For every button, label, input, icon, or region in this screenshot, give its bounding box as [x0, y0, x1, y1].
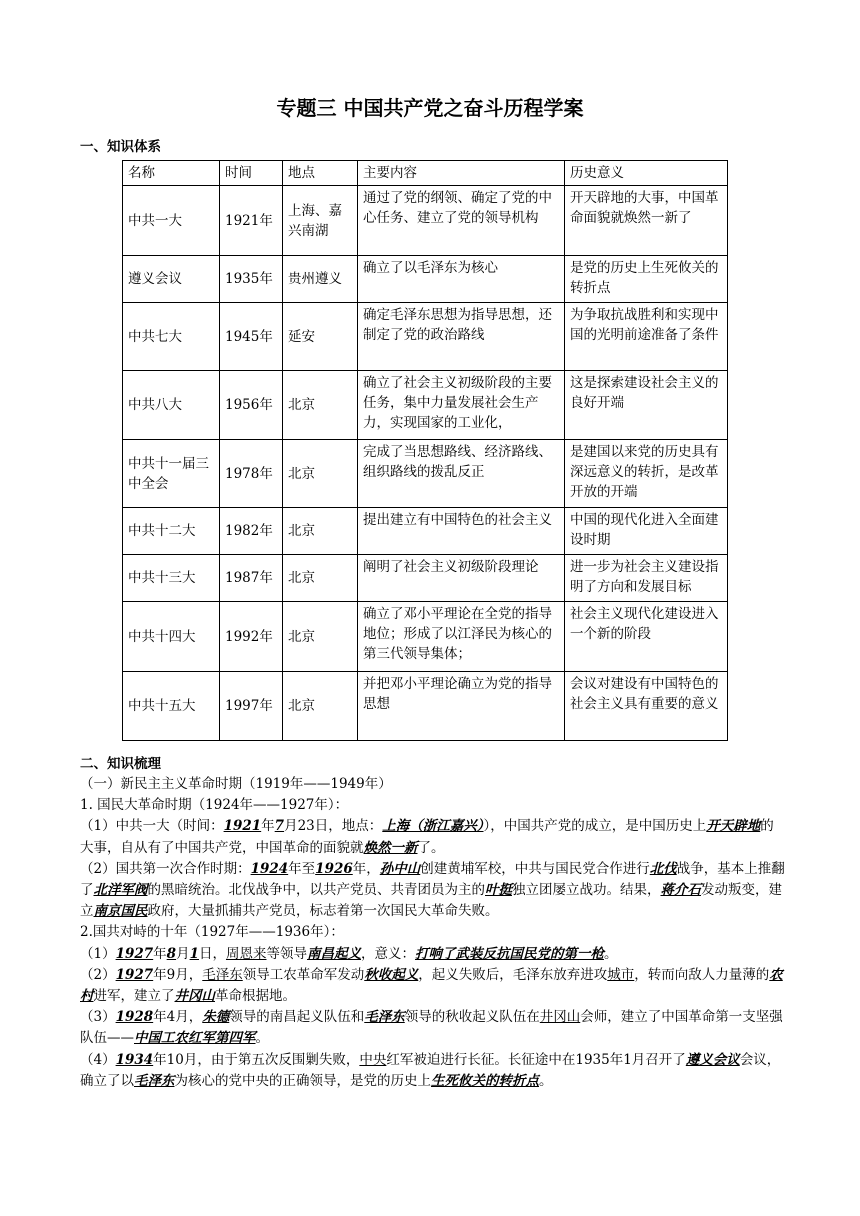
- text: 会议，确立了以: [80, 1051, 781, 1089]
- paragraph-4: [80, 965, 786, 1007]
- text: 年至: [288, 860, 316, 877]
- table-header-row: [123, 161, 728, 186]
- text: 红军被迫进行长征。长征途中在1935年1月召开了: [386, 1051, 686, 1068]
- cell-content: 并把邓小平理论确立为党的指导思想: [358, 672, 565, 741]
- answer-person: 蒋介石: [660, 882, 701, 899]
- text: 年，: [352, 860, 380, 877]
- answer-term: 南京国民: [93, 903, 148, 920]
- cell-significance: 开天辟地的大事，中国革命面貌就焕然一新了: [565, 186, 728, 256]
- text: 领导的秋收起义队伍在: [404, 1009, 540, 1026]
- text: 政府，大量抓捕共产党员，标志着第一次国民大革命失败。: [147, 903, 499, 920]
- text: 等领导: [266, 945, 307, 962]
- cell-content: 确立了以毛泽东为核心: [358, 256, 565, 303]
- text: 独立团屡立战功。结果，: [512, 882, 661, 899]
- text: 为核心的党中央的正确领导，是党的历史上: [174, 1072, 431, 1089]
- answer-phrase: 生死攸关的转折点: [431, 1072, 539, 1089]
- answer-term: 农村: [80, 966, 783, 1005]
- cell-time: 1982年: [220, 508, 283, 555]
- answer-year: 1926: [315, 860, 353, 877]
- header-name: 名称: [123, 161, 220, 186]
- text: 的大事，自从有了中国共产党，中国革命的面貌就: [80, 818, 774, 856]
- answer-year: 1924: [250, 860, 289, 877]
- answer-person: 毛泽东: [364, 1009, 405, 1026]
- answer-year: 1927: [115, 945, 154, 962]
- body-text: [80, 774, 786, 1092]
- text: ，转而向敌人力量薄的: [634, 966, 770, 983]
- cell-place: 北京: [283, 555, 358, 602]
- answer-term: 中国工农红军第四军: [134, 1030, 256, 1047]
- text: 了。: [417, 839, 445, 856]
- section-heading-2: 二、知识梳理: [80, 756, 161, 772]
- text: （1）中共一大（时间：: [80, 818, 224, 835]
- answer-term: 秋收起义: [364, 966, 419, 983]
- answer-person: 周恩来: [225, 945, 267, 962]
- answer-term: 南昌起义: [306, 945, 361, 962]
- answer-term: 北洋军阀: [93, 882, 148, 899]
- paragraph-6: [80, 1050, 786, 1092]
- cell-name: 中共十三大: [123, 555, 220, 602]
- answer-place: 上海（浙江嘉兴）: [382, 818, 484, 835]
- cell-place: 贵州遵义: [283, 256, 358, 303]
- answer-term: 遵义会议: [685, 1051, 740, 1068]
- answer-day: 1: [189, 945, 199, 962]
- header-place: 地点: [283, 161, 358, 186]
- text: 领导工农革命军发动: [242, 966, 365, 983]
- table-row: [123, 440, 728, 508]
- paragraph-1: [80, 816, 786, 858]
- cell-name: 中共十五大: [123, 672, 220, 741]
- cell-name: 中共七大: [123, 303, 220, 371]
- answer-person: 孙中山: [379, 860, 421, 877]
- answer-month: 8: [166, 945, 177, 962]
- answer-person: 叶挺: [485, 882, 512, 899]
- cell-place: 延安: [283, 303, 358, 371]
- cell-significance: 会议对建设有中国特色的社会主义具有重要的意义: [565, 672, 728, 741]
- cell-name: 中共十四大: [123, 602, 220, 672]
- text: 。: [255, 1030, 269, 1047]
- cell-content: 提出建立有中国特色的社会主义: [358, 508, 565, 555]
- cell-name: 中共十一届三中全会: [123, 440, 220, 508]
- answer-term: 城市: [607, 966, 635, 983]
- page-title: 专题三 中国共产党之奋斗历程学案: [276, 96, 584, 120]
- cell-content: 通过了党的纲领、确定了党的中心任务、建立了党的领导机构: [358, 186, 565, 256]
- text: 年: [153, 945, 167, 962]
- cell-place: 上海、嘉兴南湖: [283, 186, 358, 256]
- cell-name: 中共八大: [123, 371, 220, 440]
- text: 年: [261, 818, 275, 835]
- cell-significance: 是建国以来党的历史具有深远意义的转折，是改革开放的开端: [565, 440, 728, 508]
- answer-phrase: 开天辟地: [706, 818, 761, 835]
- answer-year: 1928: [115, 1009, 154, 1026]
- text: （3）: [80, 1009, 116, 1026]
- answer-place: 井冈山: [539, 1009, 581, 1026]
- cell-name: 遵义会议: [123, 256, 220, 303]
- text: 月: [176, 945, 190, 962]
- table-row: [123, 303, 728, 371]
- cell-time: 1997年: [220, 672, 283, 741]
- cell-time: 1956年: [220, 371, 283, 440]
- header-significance: 历史意义: [565, 161, 728, 186]
- cell-significance: 社会主义现代化建设进入一个新的阶段: [565, 602, 728, 672]
- cell-place: 北京: [283, 440, 358, 508]
- cell-time: 1987年: [220, 555, 283, 602]
- answer-month: 7: [274, 818, 285, 835]
- cell-place: 北京: [283, 371, 358, 440]
- text: 的黑暗统治。北伐战争中，以共产党员、共青团员为主的: [147, 882, 485, 899]
- cell-name: 中共一大: [123, 186, 220, 256]
- table-row: [123, 508, 728, 555]
- cell-significance: 这是探索建设社会主义的良好开端: [565, 371, 728, 440]
- subheading-confrontation: 2.国共对峙的十年（1927年——1936年）：: [80, 924, 344, 941]
- text: ，起义失败后，毛泽东放弃进攻: [418, 966, 608, 983]
- paragraph-2: [80, 859, 786, 923]
- table-row: [123, 371, 728, 440]
- section-heading-1: 一、知识体系: [80, 139, 161, 155]
- cell-content: 确立了社会主义初级阶段的主要任务，集中力量发展社会生产力，实现国家的工业化，: [358, 371, 565, 440]
- text: 会师，建立了中国革命第一支坚强队伍——: [80, 1009, 783, 1047]
- subheading-revolution: 1. 国民大革命时期（1924年——1927年）：: [80, 797, 349, 814]
- text: （2）: [80, 966, 116, 983]
- answer-person: 毛泽东: [202, 966, 243, 983]
- table-row: [123, 672, 728, 741]
- table-row: [123, 186, 728, 256]
- knowledge-table: [122, 160, 728, 741]
- text: （4）: [80, 1051, 116, 1068]
- paragraph-3: [80, 944, 786, 965]
- text: 领导的南昌起义队伍和: [229, 1009, 365, 1026]
- table-row: [123, 256, 728, 303]
- text: 。: [603, 945, 618, 962]
- text: 年10月，由于第五次反围剿失败，: [153, 1051, 360, 1068]
- cell-place: 北京: [283, 508, 358, 555]
- text: 发动叛变，建立: [80, 882, 782, 920]
- text: 日，: [198, 945, 226, 962]
- subheading-period: （一）新民主主义革命时期（1919年——1949年）: [80, 776, 392, 792]
- answer-person: 毛泽东: [134, 1072, 175, 1089]
- cell-time: 1945年: [220, 303, 283, 371]
- answer-term: 中央: [359, 1051, 387, 1068]
- cell-content: 完成了当思想路线、经济路线、组织路线的拨乱反正: [358, 440, 565, 508]
- cell-content: 确立了邓小平理论在全党的指导地位；形成了以江泽民为核心的第三代领导集体；: [358, 602, 565, 672]
- cell-time: 1992年: [220, 602, 283, 672]
- text: 战争，基本上推翻了: [80, 860, 785, 899]
- answer-place: 井冈山: [174, 988, 215, 1005]
- cell-place: 北京: [283, 672, 358, 741]
- answer-person: 朱德: [202, 1009, 230, 1026]
- text: 革命根据地。: [215, 988, 296, 1005]
- cell-significance: 是党的历史上生死攸关的转折点: [565, 256, 728, 303]
- cell-time: 1978年: [220, 440, 283, 508]
- paragraph-5: [80, 1007, 786, 1049]
- cell-time: 1935年: [220, 256, 283, 303]
- text: ，意义：: [360, 945, 415, 962]
- cell-time: 1921年: [220, 186, 283, 256]
- text: 。: [539, 1072, 553, 1089]
- text: （1）: [80, 945, 116, 962]
- text: 年4月，: [153, 1009, 203, 1026]
- text: 进军，建立了: [93, 988, 175, 1005]
- text: ），中国共产党的成立，是中国历史上: [483, 818, 707, 835]
- answer-phrase: 焕然一新: [363, 839, 418, 856]
- answer-phrase: 打响了武装反抗国民党的第一枪: [414, 945, 604, 962]
- table-row: [123, 555, 728, 602]
- cell-significance: 为争取抗战胜利和实现中国的光明前途准备了条件: [565, 303, 728, 371]
- text: （2）国共第一次合作时期：: [80, 860, 251, 877]
- cell-content: 确定毛泽东思想为指导思想，还制定了党的政治路线: [358, 303, 565, 371]
- header-content: 主要内容: [358, 161, 565, 186]
- text: 年9月，: [153, 966, 203, 983]
- text: 月23日，地点：: [284, 818, 383, 835]
- table-row: [123, 602, 728, 672]
- cell-significance: 中国的现代化进入全面建设时期: [565, 508, 728, 555]
- text: 创建黄埔军校，中共与国民党合作进行: [420, 860, 650, 877]
- header-time: 时间: [220, 161, 283, 186]
- answer-year: 1927: [115, 966, 154, 983]
- cell-name: 中共十二大: [123, 508, 220, 555]
- cell-content: 阐明了社会主义初级阶段理论: [358, 555, 565, 602]
- answer-year: 1934: [115, 1051, 154, 1068]
- cell-place: 北京: [283, 602, 358, 672]
- cell-significance: 进一步为社会主义建设指明了方向和发展目标: [565, 555, 728, 602]
- answer-term: 北伐: [649, 860, 677, 877]
- answer-year: 1921: [223, 818, 262, 835]
